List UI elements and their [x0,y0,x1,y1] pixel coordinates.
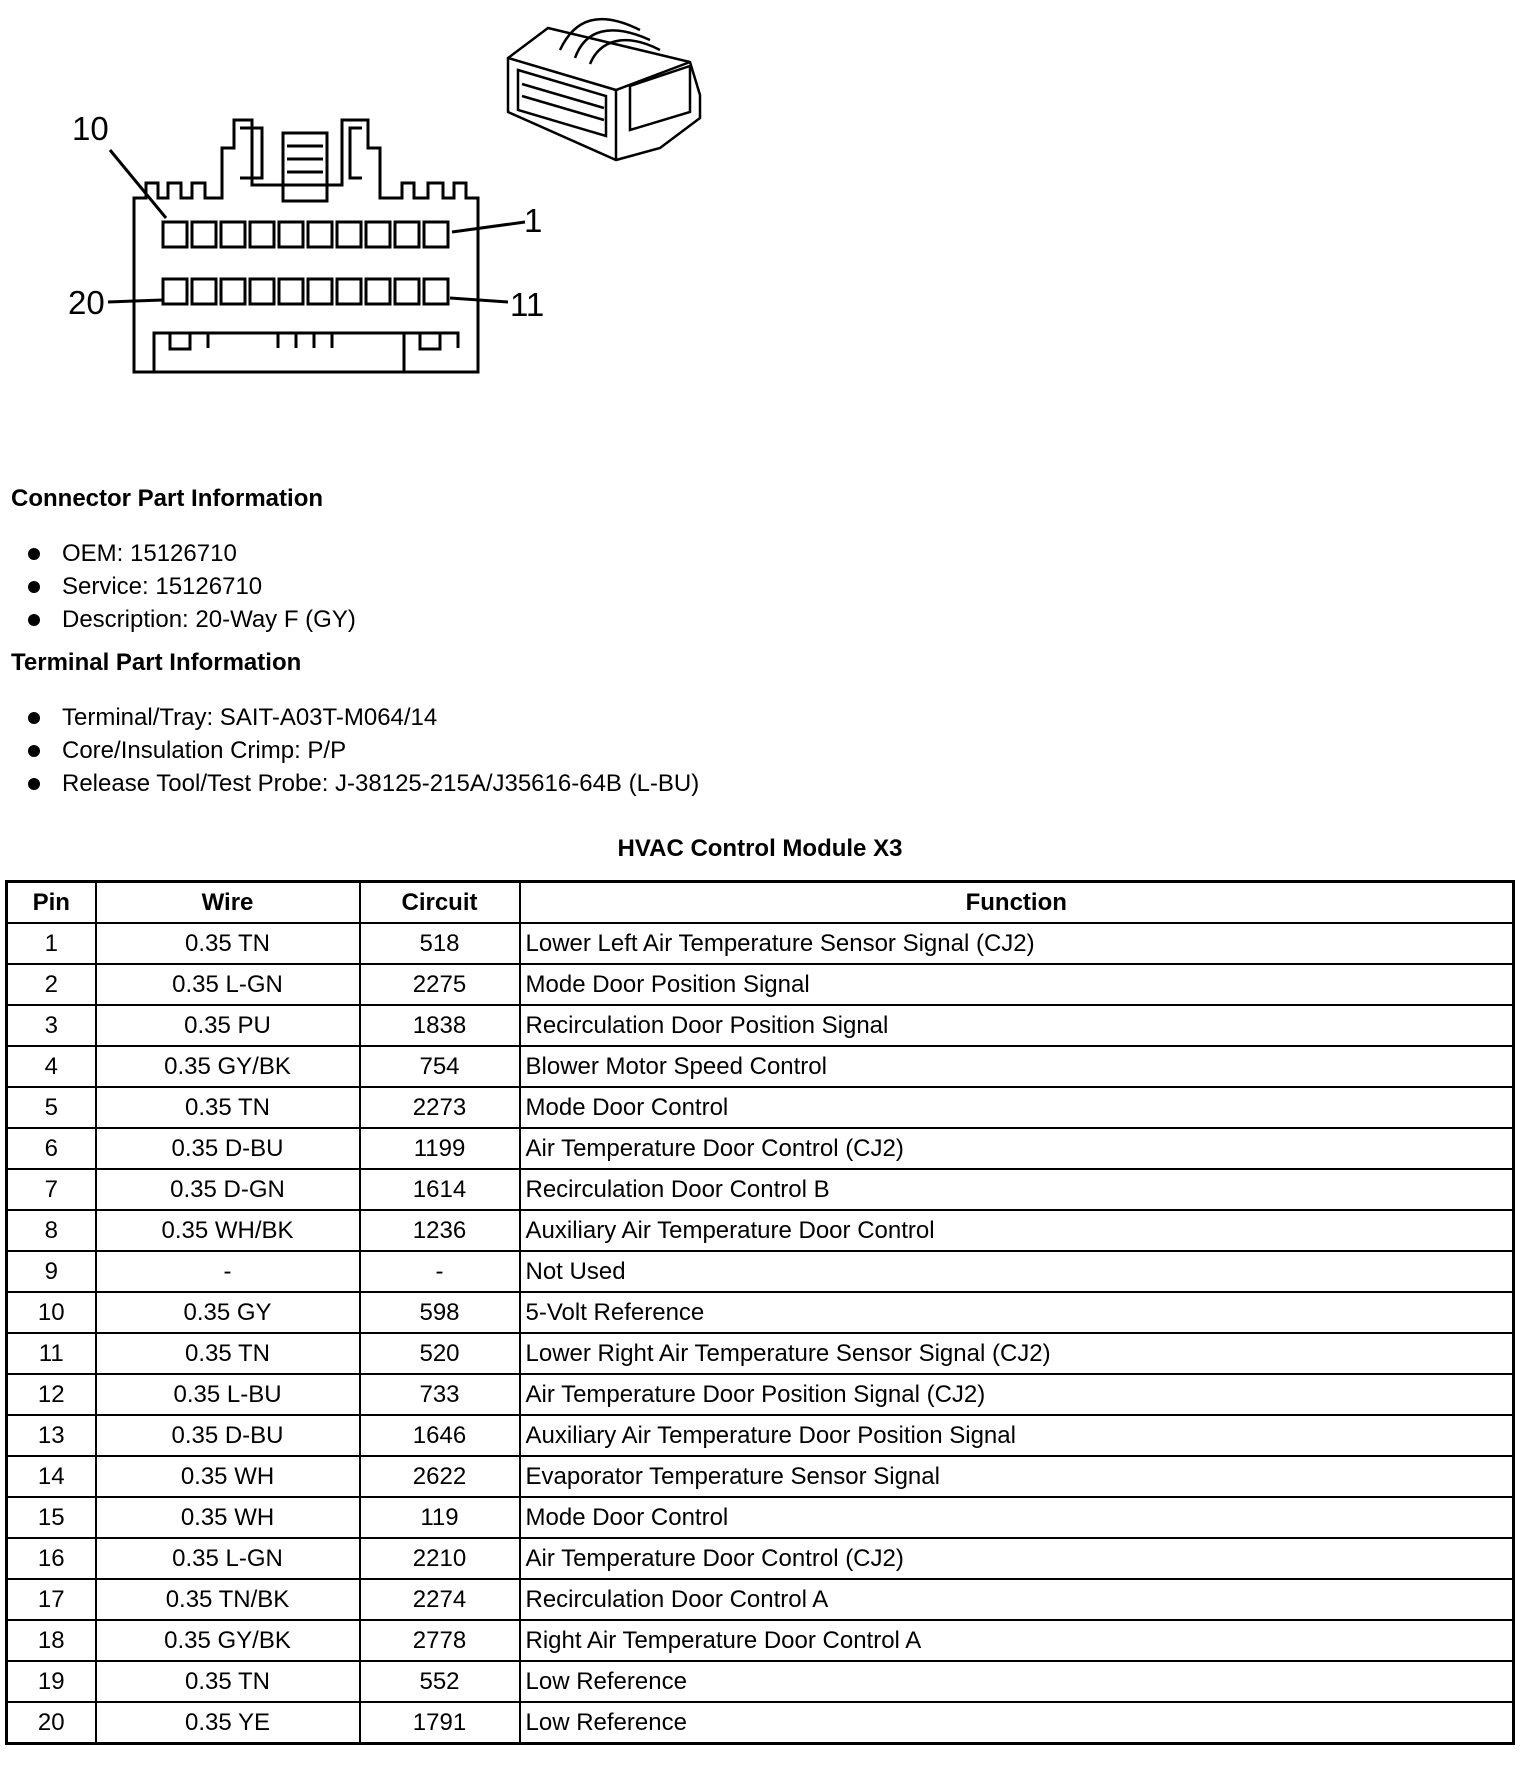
pin-label-10: 10 [72,110,109,147]
table-row [7,1292,1514,1333]
circuit-cell: 2274 [360,1579,520,1620]
wire-cell: - [96,1251,360,1292]
function-cell: Mode Door Position Signal [520,964,1514,1005]
wire-cell: 0.35 WH [96,1497,360,1538]
connector-service: Service: 15126710 [28,570,356,603]
pinout-table [5,880,1515,1745]
wire-cell: 0.35 TN/BK [96,1579,360,1620]
table-header-row [7,882,1514,924]
terminal-info-title: Terminal Part Information [11,649,302,676]
header-wire: Wire [96,882,360,924]
pin-cell: 4 [7,1046,96,1087]
table-body [7,923,1514,1744]
circuit-cell: 1199 [360,1128,520,1169]
wire-cell: 0.35 GY/BK [96,1046,360,1087]
connector-face-drawing [0,0,1520,420]
function-cell: Blower Motor Speed Control [520,1046,1514,1087]
connector-info-list [28,537,356,636]
connector-info-title: Connector Part Information [11,485,324,512]
circuit-cell: - [360,1251,520,1292]
wire-cell: 0.35 WH [96,1456,360,1497]
table-row [7,1333,1514,1374]
circuit-cell: 1236 [360,1210,520,1251]
table-row [7,1702,1514,1744]
table-row [7,1128,1514,1169]
circuit-cell: 2275 [360,964,520,1005]
table-row [7,964,1514,1005]
wire-cell: 0.35 L-GN [96,964,360,1005]
function-cell: Lower Right Air Temperature Sensor Signal (CJ2) [520,1333,1514,1374]
function-cell: Low Reference [520,1661,1514,1702]
wire-cell: 0.35 GY/BK [96,1620,360,1661]
pin-cell: 13 [7,1415,96,1456]
circuit-cell: 1614 [360,1169,520,1210]
circuit-cell: 518 [360,923,520,964]
pin-cell: 10 [7,1292,96,1333]
pin-cell: 2 [7,964,96,1005]
circuit-cell: 520 [360,1333,520,1374]
function-cell: Air Temperature Door Position Signal (CJ2) [520,1374,1514,1415]
table-row [7,1497,1514,1538]
pin-cell: 17 [7,1579,96,1620]
core-insulation-crimp: Core/Insulation Crimp: P/P [28,734,699,767]
pin-cell: 5 [7,1087,96,1128]
function-cell: Recirculation Door Control A [520,1579,1514,1620]
circuit-cell: 119 [360,1497,520,1538]
table-row [7,1456,1514,1497]
pin-cell: 6 [7,1128,96,1169]
terminal-info-list [28,701,699,800]
table-row [7,1661,1514,1702]
function-cell: Recirculation Door Control B [520,1169,1514,1210]
circuit-cell: 2622 [360,1456,520,1497]
connector-description: Description: 20-Way F (GY) [28,603,356,636]
function-cell: Air Temperature Door Control (CJ2) [520,1128,1514,1169]
wire-cell: 0.35 PU [96,1005,360,1046]
wire-cell: 0.35 TN [96,1661,360,1702]
pin-label-1: 1 [524,202,543,239]
release-tool: Release Tool/Test Probe: J-38125-215A/J35616-64B (L-BU) [28,767,699,800]
circuit-cell: 2210 [360,1538,520,1579]
circuit-cell: 598 [360,1292,520,1333]
circuit-cell: 552 [360,1661,520,1702]
wire-cell: 0.35 TN [96,923,360,964]
pin-cell: 3 [7,1005,96,1046]
wire-cell: 0.35 WH/BK [96,1210,360,1251]
table-row [7,1005,1514,1046]
pin-cell: 15 [7,1497,96,1538]
circuit-cell: 1791 [360,1702,520,1744]
pin-cell: 18 [7,1620,96,1661]
pin-cell: 14 [7,1456,96,1497]
table-row [7,1210,1514,1251]
table-row [7,1538,1514,1579]
wire-cell: 0.35 TN [96,1087,360,1128]
pin-label-20: 20 [68,284,105,321]
wire-cell: 0.35 YE [96,1702,360,1744]
table-row [7,1169,1514,1210]
wire-cell: 0.35 L-BU [96,1374,360,1415]
pin-cell: 8 [7,1210,96,1251]
function-cell: Mode Door Control [520,1497,1514,1538]
function-cell: Mode Door Control [520,1087,1514,1128]
function-cell: Recirculation Door Position Signal [520,1005,1514,1046]
function-cell: Air Temperature Door Control (CJ2) [520,1538,1514,1579]
table-title: HVAC Control Module X3 [617,835,903,862]
table-row [7,1620,1514,1661]
pin-cell: 16 [7,1538,96,1579]
pin-cell: 1 [7,923,96,964]
pin-cell: 7 [7,1169,96,1210]
function-cell: Right Air Temperature Door Control A [520,1620,1514,1661]
circuit-cell: 1646 [360,1415,520,1456]
table-row [7,1415,1514,1456]
pin-cell: 20 [7,1702,96,1744]
function-cell: 5-Volt Reference [520,1292,1514,1333]
pin-cell: 12 [7,1374,96,1415]
table-row [7,1046,1514,1087]
function-cell: Evaporator Temperature Sensor Signal [520,1456,1514,1497]
terminal-tray: Terminal/Tray: SAIT-A03T-M064/14 [28,701,699,734]
pin-cell: 9 [7,1251,96,1292]
function-cell: Lower Left Air Temperature Sensor Signal (CJ2) [520,923,1514,964]
table-row [7,1087,1514,1128]
circuit-cell: 2273 [360,1087,520,1128]
wire-cell: 0.35 D-BU [96,1128,360,1169]
table-row [7,1579,1514,1620]
connector-oem: OEM: 15126710 [28,537,356,570]
connector-diagram [0,0,1520,420]
wire-cell: 0.35 GY [96,1292,360,1333]
wire-cell: 0.35 D-GN [96,1169,360,1210]
header-pin: Pin [7,882,96,924]
table-row [7,923,1514,964]
function-cell: Auxiliary Air Temperature Door Control [520,1210,1514,1251]
circuit-cell: 2778 [360,1620,520,1661]
function-cell: Low Reference [520,1702,1514,1744]
circuit-cell: 733 [360,1374,520,1415]
circuit-cell: 1838 [360,1005,520,1046]
wire-cell: 0.35 TN [96,1333,360,1374]
circuit-cell: 754 [360,1046,520,1087]
table-row [7,1374,1514,1415]
pin-cell: 11 [7,1333,96,1374]
function-cell: Not Used [520,1251,1514,1292]
connector-isometric-drawing [508,19,700,160]
pin-label-11: 11 [510,286,545,323]
header-function: Function [520,882,1514,924]
function-cell: Auxiliary Air Temperature Door Position Signal [520,1415,1514,1456]
wire-cell: 0.35 L-GN [96,1538,360,1579]
table-row [7,1251,1514,1292]
header-circuit: Circuit [360,882,520,924]
wire-cell: 0.35 D-BU [96,1415,360,1456]
pin-cell: 19 [7,1661,96,1702]
